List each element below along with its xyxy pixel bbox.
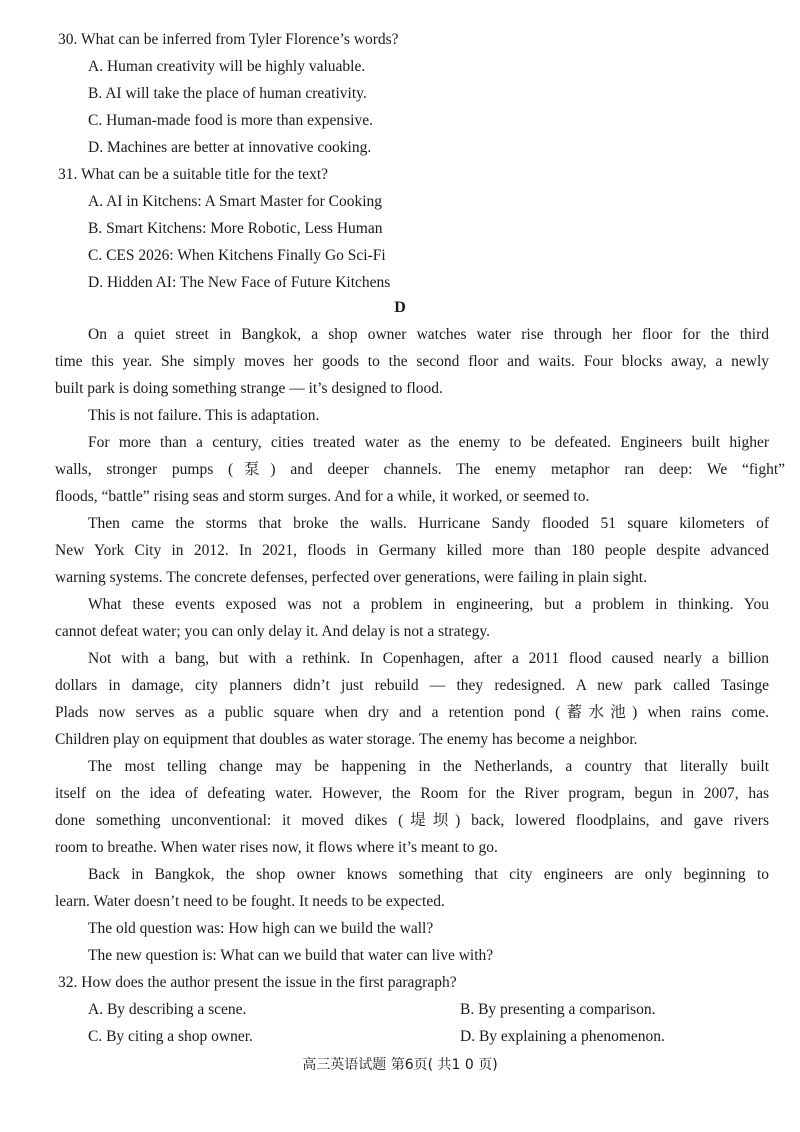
passage-line: The old question was: How high can we build the wall? xyxy=(88,920,434,937)
passage-line: Back in Bangkok, the shop owner knows something that city engineers are only beginning to xyxy=(88,866,769,883)
question-31-option-a: A. AI in Kitchens: A Smart Master for Cooking xyxy=(88,193,383,210)
question-32-option-d: D. By explaining a phenomenon. xyxy=(460,1028,665,1045)
question-30-stem: 30. What can be inferred from Tyler Florence’s words? xyxy=(58,31,399,48)
passage-line: What these events exposed was not a problem in engineering, but a problem in thinking. You xyxy=(88,596,769,613)
question-32-option-a: A. By describing a scene. xyxy=(88,1001,247,1018)
passage-line: room to breathe. When water rises now, it flows where it’s meant to go. xyxy=(55,839,498,856)
passage-line: Not with a bang, but with a rethink. In Copenhagen, after a 2011 flood caused nearly a billion xyxy=(88,650,769,667)
passage-line: This is not failure. This is adaptation. xyxy=(88,407,320,424)
passage-line: learn. Water doesn’t need to be fought. It needs to be expected. xyxy=(55,893,445,910)
question-31-stem: 31. What can be a suitable title for the text? xyxy=(58,166,329,183)
question-32-option-c: C. By citing a shop owner. xyxy=(88,1028,253,1045)
passage-line: walls, stronger pumps (泵) and deeper channels. The enemy metaphor ran deep: We “fight” xyxy=(55,461,785,478)
question-30-option-c: C. Human-made food is more than expensive. xyxy=(88,112,373,129)
question-32-option-b: B. By presenting a comparison. xyxy=(460,1001,656,1018)
question-30-option-b: B. AI will take the place of human creativity. xyxy=(88,85,367,102)
page-footer: 高三英语试题 第6页( 共1 0 页) xyxy=(302,1057,498,1073)
passage-line: On a quiet street in Bangkok, a shop owner watches water rise through her floor for the third xyxy=(88,326,769,343)
question-31-option-c: C. CES 2026: When Kitchens Finally Go Sci-Fi xyxy=(88,247,386,264)
passage-title: D xyxy=(394,299,406,316)
passage-line: New York City in 2012. In 2021, floods in Germany killed more than 180 people despite advanced xyxy=(55,542,769,559)
passage-line: floods, “battle” rising seas and storm surges. And for a while, it worked, or seemed to. xyxy=(55,488,590,505)
passage-line: time this year. She simply moves her goods to the second floor and waits. Four blocks away, a newly xyxy=(55,353,769,370)
passage-line: warning systems. The concrete defenses, perfected over generations, were failing in plain sight. xyxy=(55,569,647,586)
passage-line: For more than a century, cities treated water as the enemy to be defeated. Engineers built higher xyxy=(88,434,769,451)
passage-line: done something unconventional: it moved dikes (堤坝) back, lowered floodplains, and gave rivers xyxy=(55,812,769,829)
question-31-option-b: B. Smart Kitchens: More Robotic, Less Human xyxy=(88,220,383,237)
passage-line: Then came the storms that broke the walls. Hurricane Sandy flooded 51 square kilometers of xyxy=(88,515,769,532)
passage-line: The new question is: What can we build that water can live with? xyxy=(88,947,494,964)
passage-line: Children play on equipment that doubles as water storage. The enemy has become a neighbor. xyxy=(55,731,638,748)
passage-line: built park is doing something strange — it’s designed to flood. xyxy=(55,380,443,397)
question-31-option-d: D. Hidden AI: The New Face of Future Kitchens xyxy=(88,274,391,291)
passage-line: The most telling change may be happening in the Netherlands, a country that literally built xyxy=(88,758,769,775)
passage-line: cannot defeat water; you can only delay it. And delay is not a strategy. xyxy=(55,623,491,640)
question-30-option-d: D. Machines are better at innovative cooking. xyxy=(88,139,372,156)
passage-line: dollars in damage, city planners didn’t just rebuild — they redesigned. A new park called Tasinge xyxy=(55,677,769,694)
passage-line: itself on the idea of defeating water. However, the Room for the River program, begun in 2007, has xyxy=(55,785,769,802)
question-30-option-a: A. Human creativity will be highly valuable. xyxy=(88,58,366,75)
passage-line: Plads now serves as a public square when dry and a retention pond (蓄水池) when rains come. xyxy=(55,704,769,721)
question-32-stem: 32. How does the author present the issue in the first paragraph? xyxy=(58,974,457,991)
